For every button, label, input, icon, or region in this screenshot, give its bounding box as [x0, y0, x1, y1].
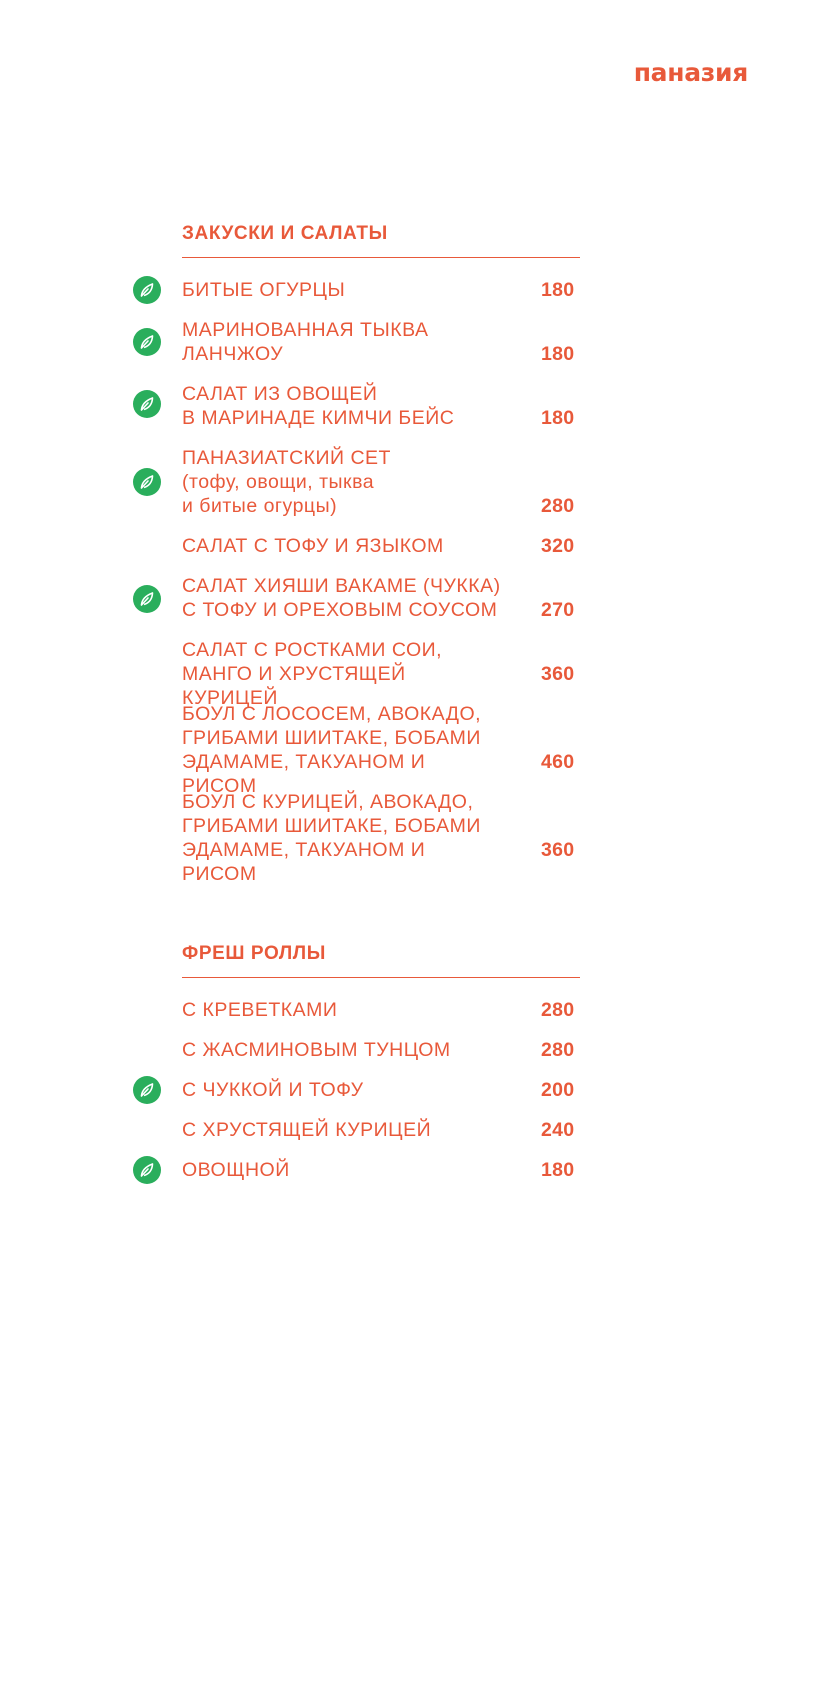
- leaf-icon: [133, 468, 161, 496]
- leaf-icon: [133, 585, 161, 613]
- menu-item-name: БОУЛ С ЛОСОСЕМ, АВОКАДО, ГРИБАМИ ШИИТАКЕ, БОБАМИ ЭДАМАМЕ, ТАКУАНОМ И РИСОМ: [182, 703, 482, 797]
- section-title: ФРЕШ РОЛЛЫ: [182, 943, 326, 964]
- menu-item-name: САЛАТ ИЗ ОВОЩЕЙ В МАРИНАДЕ КИМЧИ БЕЙС: [182, 383, 455, 429]
- menu-item-name: С ЖАСМИНОВЫМ ТУНЦОМ: [182, 1039, 451, 1061]
- menu-item-price: 460: [541, 751, 575, 773]
- menu-item-name: С КРЕВЕТКАМИ: [182, 999, 338, 1021]
- menu-item-price: 280: [541, 1039, 575, 1061]
- menu-item-price: 200: [541, 1079, 575, 1101]
- menu-item-name: С ЧУККОЙ И ТОФУ: [182, 1079, 364, 1101]
- menu-item-name: САЛАТ ХИЯШИ ВАКАМЕ (ЧУККА) С ТОФУ И ОРЕХОВЫМ СОУСОМ: [182, 575, 501, 621]
- brand-logo: паназия: [633, 58, 748, 87]
- menu-item-price: 280: [541, 495, 575, 517]
- menu-item-price: 320: [541, 535, 575, 557]
- menu-item-name: САЛАТ С ТОФУ И ЯЗЫКОМ: [182, 535, 444, 557]
- leaf-icon: [133, 390, 161, 418]
- leaf-icon: [133, 276, 161, 304]
- section-divider: [182, 257, 580, 258]
- menu-item-price: 180: [541, 279, 575, 301]
- section-divider: [182, 977, 580, 978]
- menu-item-name: САЛАТ С РОСТКАМИ СОИ, МАНГО И ХРУСТЯЩЕЙ КУРИЦЕЙ: [182, 639, 443, 709]
- leaf-icon: [133, 1156, 161, 1184]
- menu-item-name: БИТЫЕ ОГУРЦЫ: [182, 279, 346, 301]
- menu-item-name: ПАНАЗИАТСКИЙ СЕТ (тофу, овощи, тыква и битые огурцы): [182, 447, 391, 517]
- menu-item-price: 270: [541, 599, 575, 621]
- section-title: ЗАКУСКИ И САЛАТЫ: [182, 223, 388, 244]
- menu-item-price: 180: [541, 343, 575, 365]
- menu-item-name: МАРИНОВАННАЯ ТЫКВА ЛАНЧЖОУ: [182, 319, 429, 365]
- menu-item-price: 180: [541, 407, 575, 429]
- menu-item-price: 360: [541, 839, 575, 861]
- menu-item-price: 180: [541, 1159, 575, 1181]
- menu-item-price: 360: [541, 663, 575, 685]
- menu-item-name: БОУЛ С КУРИЦЕЙ, АВОКАДО, ГРИБАМИ ШИИТАКЕ, БОБАМИ ЭДАМАМЕ, ТАКУАНОМ И РИСОМ: [182, 791, 481, 885]
- menu-item-price: 280: [541, 999, 575, 1021]
- leaf-icon: [133, 1076, 161, 1104]
- menu-item-price: 240: [541, 1119, 575, 1141]
- menu-item-name: С ХРУСТЯЩЕЙ КУРИЦЕЙ: [182, 1119, 432, 1141]
- leaf-icon: [133, 328, 161, 356]
- menu-item-name: ОВОЩНОЙ: [182, 1159, 290, 1181]
